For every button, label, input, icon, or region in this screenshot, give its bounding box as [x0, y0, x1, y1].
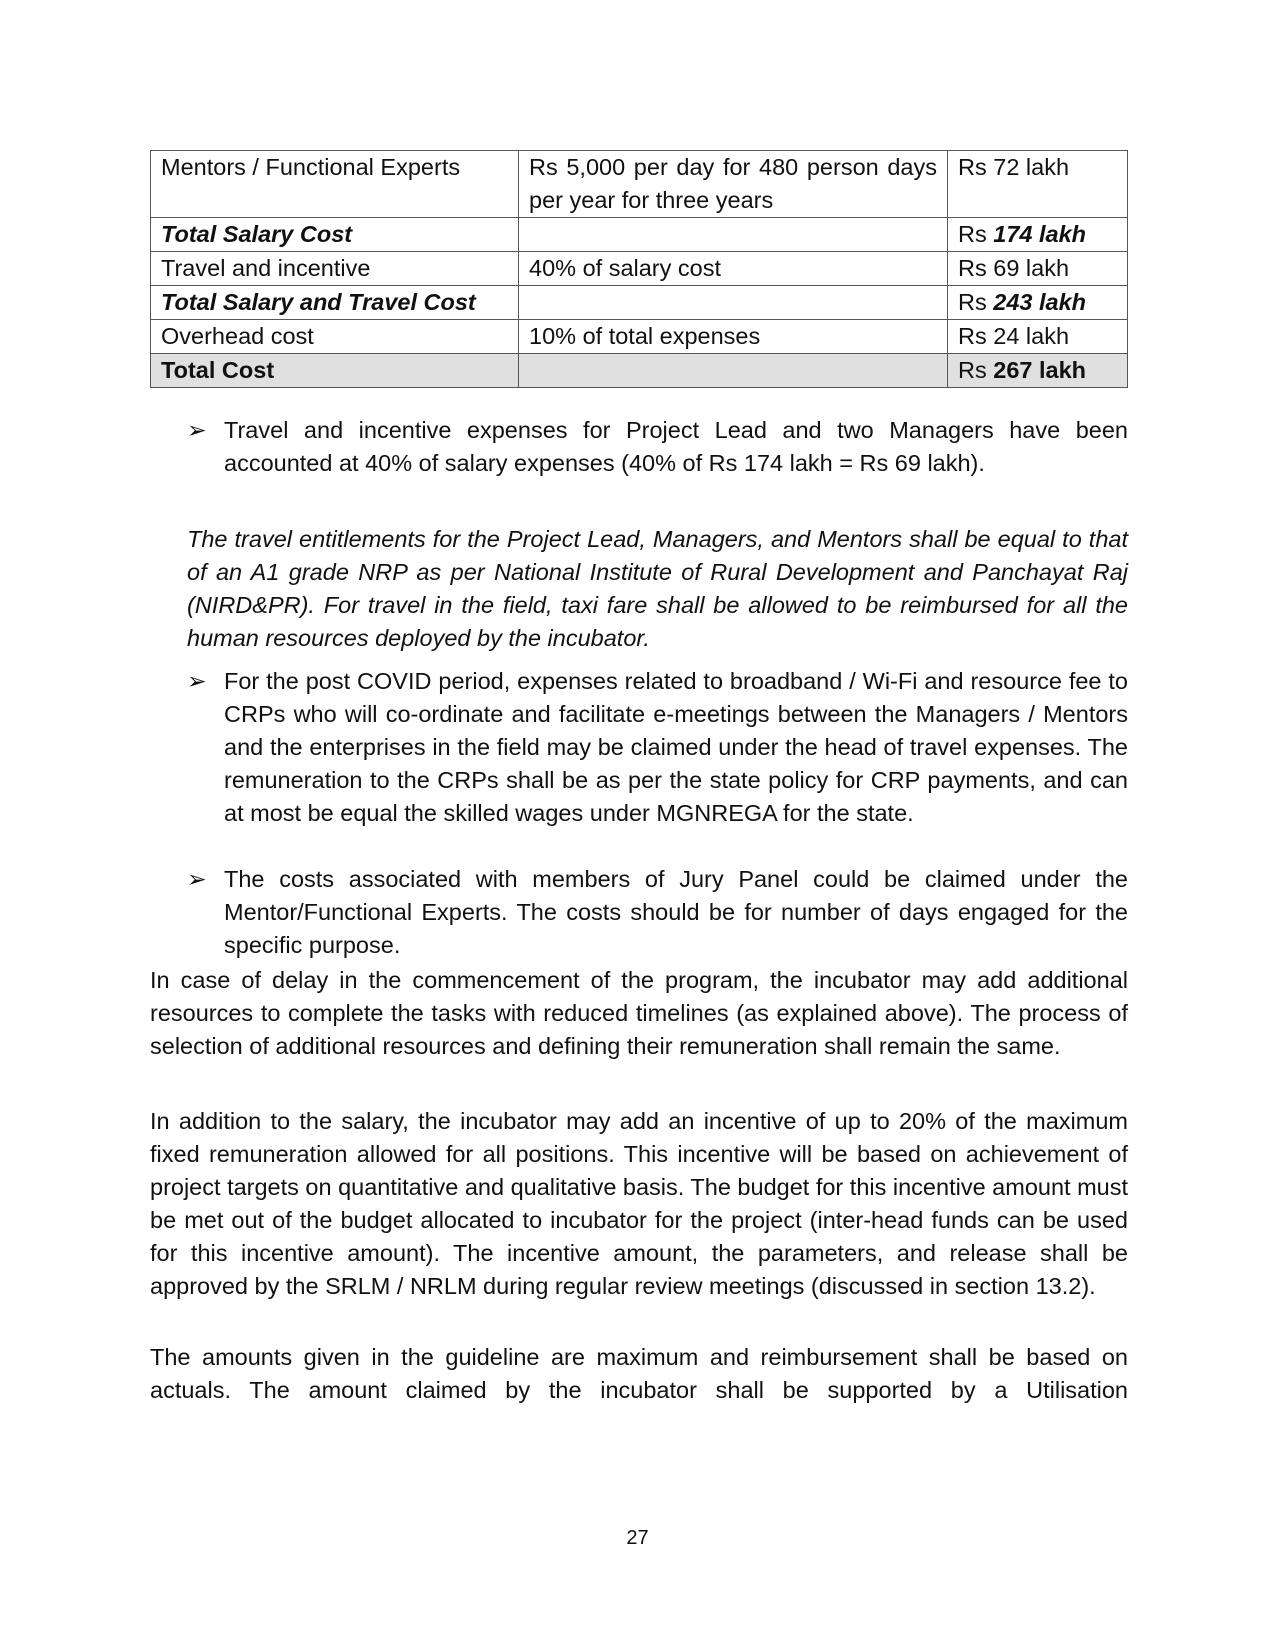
paragraph: In addition to the salary, the incubator may add an incentive of up to 20% of the maximum fixed remuneration allowed for all positions. This incentive will be based on achievement of project targets on quantitative and qualitative basis. The budget for this incentive amount must be met out of the budget allocated to incubator for the project (inter-head funds can be used for this incentive amount). The incentive amount, the parameters, and release shall be approved by the SRLM / NRLM during regular review meetings (discussed in section 13.2).: [150, 1108, 1129, 1299]
table-row: [151, 320, 1128, 354]
basis-cell: [519, 286, 948, 320]
bullet-item: [187, 863, 1128, 963]
paragraph: The amounts given in the guideline are maximum and reimbursement shall be based on actuals. The amount claimed by the incubator shall be supported by a Utilisation: [150, 1344, 1128, 1403]
amount-cell: [948, 218, 1128, 252]
cost-table: [150, 150, 1128, 388]
amount-value: 24 lakh: [993, 323, 1070, 349]
basis-cell: 10% of total expenses: [519, 320, 948, 354]
amount-prefix: Rs: [958, 323, 987, 349]
table-row-total: [151, 354, 1128, 388]
amount-value: 69 lakh: [993, 255, 1070, 281]
bullet-item: [187, 665, 1128, 863]
basis-cell: 40% of salary cost: [519, 252, 948, 286]
bullet-text: The costs associated with members of Jury Panel could be claimed under the Mentor/Functional Experts. The costs should be for number of days engaged for the specific purpose.: [224, 866, 1128, 958]
basis-cell: [519, 354, 948, 388]
travel-entitlement-note: The travel entitlements for the Project Lead, Managers, and Mentors shall be equal to that of an A1 grade NRP as per National Institute of Rural Development and Panchayat Raj (NIRD&PR). For travel in the field, taxi fare shall be allowed to be reimbursed for all the human resources deployed by the incubator.: [187, 526, 1128, 651]
bullet-item: [187, 414, 1128, 484]
basis-cell: Rs 5,000 per day for 480 person days per year for three years: [519, 151, 948, 218]
table-row: [151, 252, 1128, 286]
item-cell: Travel and incentive: [151, 252, 519, 286]
amount-prefix: Rs: [958, 357, 987, 383]
item-cell: Total Cost: [151, 354, 519, 388]
table-row: [151, 151, 1128, 218]
amount-cell: [948, 151, 1128, 218]
amount-cell: [948, 320, 1128, 354]
bullet-text: Travel and incentive expenses for Project Lead and two Managers have been accounted at 40% of salary expenses (40% of Rs 174 lakh = Rs 69 lakh).: [224, 417, 1128, 476]
bullet-text: For the post COVID period, expenses related to broadband / Wi-Fi and resource fee to CRPs who will co-ordinate and facilitate e-meetings between the Managers / Mentors and the enterprises in the field may be claimed under the head of travel expenses. The remuneration to the CRPs shall be as per the state policy for CRP payments, and can at most be equal the skilled wages under MGNREGA for the state.: [224, 668, 1128, 826]
amount-value: 72 lakh: [993, 154, 1070, 180]
amount-cell: [948, 252, 1128, 286]
amount-prefix: Rs: [958, 154, 987, 180]
paragraph: In case of delay in the commencement of the program, the incubator may add additional resources to complete the tasks with reduced timelines (as explained above). The process of selection of additional resources and defining their remuneration shall remain the same.: [150, 967, 1128, 1059]
amount-value: 243 lakh: [993, 289, 1087, 315]
amount-prefix: Rs: [958, 221, 987, 247]
amount-cell: [948, 354, 1128, 388]
page-number: 27: [626, 1527, 649, 1549]
arrow-bullet-icon: ➢: [187, 668, 207, 694]
table-row: [151, 218, 1128, 252]
item-cell: Total Salary and Travel Cost: [151, 286, 519, 320]
arrow-bullet-icon: ➢: [187, 417, 207, 443]
item-cell: Total Salary Cost: [151, 218, 519, 252]
basis-cell: [519, 218, 948, 252]
table-row: [151, 286, 1128, 320]
item-cell: Mentors / Functional Experts: [151, 151, 519, 218]
item-cell: Overhead cost: [151, 320, 519, 354]
amount-prefix: Rs: [958, 255, 987, 281]
arrow-bullet-icon: ➢: [187, 866, 207, 892]
amount-value: 267 lakh: [993, 357, 1087, 383]
amount-value: 174 lakh: [993, 221, 1087, 247]
amount-prefix: Rs: [958, 289, 987, 315]
amount-cell: [948, 286, 1128, 320]
